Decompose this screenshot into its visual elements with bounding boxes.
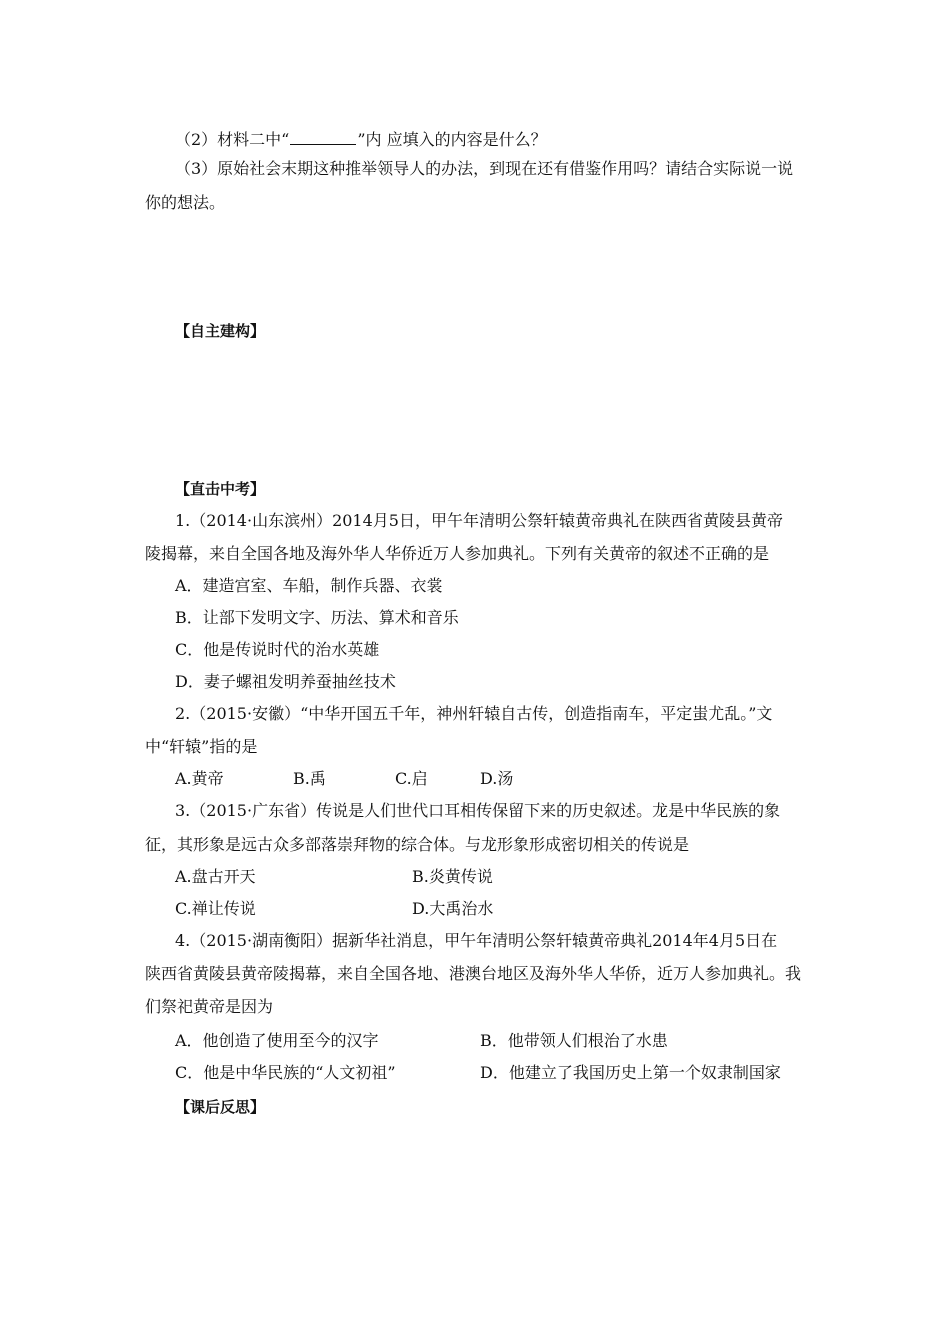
q1-stem-2: 陵揭幕，来自全国各地及海外华人华侨近万人参加典礼。下列有关黄帝的叙述不正确的是 (145, 544, 770, 563)
q3-stem-2: 征，其形象是远古众多部落崇拜物的综合体。与龙形象形成密切相关的传说是 (145, 835, 690, 854)
q1-option-d: D．妻子螺祖发明养蚕抽丝技术 (175, 672, 396, 691)
q3-line-2: 你的想法。 (145, 193, 226, 212)
q3-option-d: D.大禹治水 (412, 899, 494, 918)
q2-option-c: C.启 (395, 769, 428, 788)
q1-stem-1: 1.（2014·山东滨州）2014月5日，甲午年清明公祭轩辕黄帝典礼在陕西省黄陵县黄帝 (175, 511, 783, 530)
q4-stem-2: 陕西省黄陵县黄帝陵揭幕，来自全国各地、港澳台地区及海外华人华侨，近万人参加典礼。我 (145, 964, 802, 983)
q3-option-b: B.炎黄传说 (412, 867, 493, 886)
q4-option-d: D．他建立了我国历史上第一个奴隶制国家 (480, 1063, 781, 1082)
q3-stem-1: 3.（2015·广东省）传说是人们世代口耳相传保留下来的历史叙述。龙是中华民族的象 (175, 801, 781, 820)
q2-option-b: B.禹 (293, 769, 326, 788)
q2-stem-1: 2.（2015·安徽）“中华开国五千年，神州轩辕自古传，创造指南车，平定蚩尤乱。”文 (175, 704, 773, 723)
q4-stem-3: 们祭祀黄帝是因为 (145, 997, 274, 1016)
q1-option-c: C．他是传说时代的治水英雄 (175, 640, 380, 659)
q4-stem-1: 4.（2015·湖南衡阳）据新华社消息，甲午年清明公祭轩辕黄帝典礼2014年4月5日在 (175, 931, 778, 950)
q3-option-c: C.禅让传说 (175, 899, 256, 918)
q4-option-c: C．他是中华民族的“人文初祖” (175, 1063, 396, 1082)
heading-reflection: 【课后反思】 (175, 1098, 266, 1116)
q4-option-a: A．他创造了使用至今的汉字 (175, 1031, 379, 1050)
heading-exam: 【直击中考】 (175, 480, 266, 498)
q1-option-a: A．建造宫室、车船，制作兵器、衣裳 (175, 576, 443, 595)
q2-line (175, 128, 547, 151)
heading-self-build: 【自主建构】 (175, 322, 266, 340)
q4-option-b: B．他带领人们根治了水患 (480, 1031, 668, 1050)
q2-option-a: A.黄帝 (175, 769, 224, 788)
q3-option-a: A.盘古开天 (175, 867, 256, 886)
q2-option-d: D.汤 (480, 769, 514, 788)
fill-blank[interactable] (290, 128, 356, 145)
q2-stem-2: 中“轩辕”指的是 (145, 737, 258, 756)
q2-text-before: （2）材料二中“ (175, 130, 290, 149)
q1-option-b: B．让部下发明文字、历法、算术和音乐 (175, 608, 459, 627)
q3-line-1: （3）原始社会末期这种推举领导人的办法，到现在还有借鉴作用吗？请结合实际说一说 (175, 159, 794, 178)
q2-text-after: ”内 应填入的内容是什么？ (357, 130, 547, 149)
